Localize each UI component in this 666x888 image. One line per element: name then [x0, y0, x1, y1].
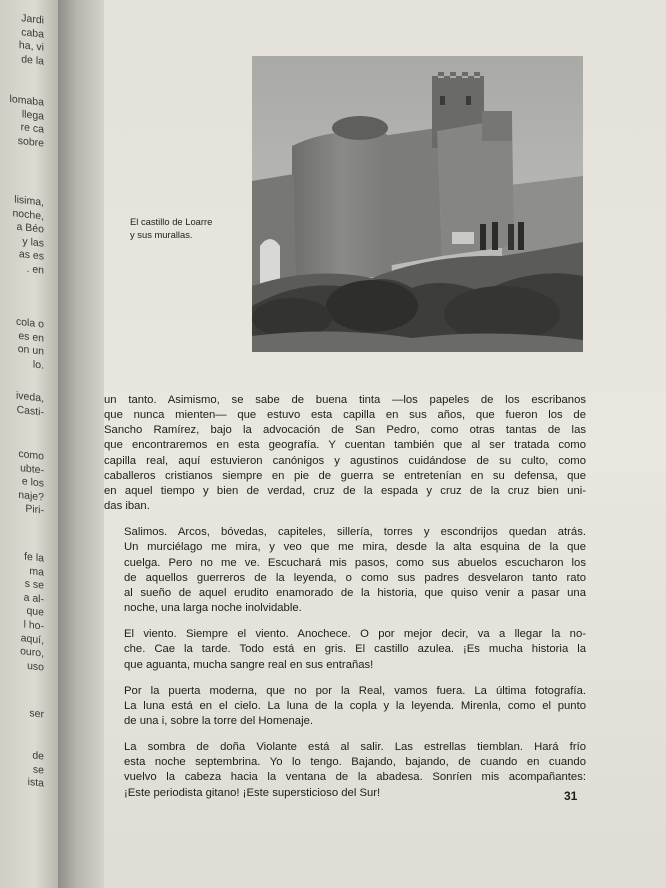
- left-page-fragment: fe la ma s se a al- que l ho- aquí, ouro, uso: [20, 550, 44, 674]
- text-line: esta noche septembrina. Yo lo tengo. Bajando, bajando, de cuando en cuando: [124, 756, 586, 769]
- caption-line: El castillo de Loarre: [130, 216, 213, 227]
- page-number: 31: [564, 789, 578, 803]
- article-body: [104, 393, 586, 812]
- text-line: ¡Este periodista gitano! ¡Este supersticioso del Sur!: [124, 786, 381, 799]
- paragraph: [104, 525, 586, 616]
- book-gutter: [58, 0, 106, 888]
- left-page-fragment: iveda, Casti-: [15, 389, 44, 419]
- text-line: La luna está en el cielo. La luna de la copla y la leyenda. Mirenla, como el punto: [124, 699, 586, 712]
- left-page-fragment: como ubte- e los naje? Piri-: [18, 447, 44, 517]
- text-line: Por la puerta moderna, que no por la Real, vamos fuera. La última fotografía.: [124, 684, 586, 697]
- text-line: que encontraremos en esta geografía. Y cuentan también que al ser tratada como: [104, 439, 586, 452]
- left-page-fragment: Jardi caba ha, vi de la: [18, 12, 44, 68]
- text-line: que nunca mienten— que estuvo esta capilla en sus años, que fueron los de: [104, 409, 586, 422]
- castle-illustration: [252, 56, 583, 352]
- text-line: que aguanta, mucha sangre real en sus entrañas!: [124, 658, 374, 671]
- left-page-fragment: ser: [29, 707, 44, 721]
- paragraph: [104, 684, 586, 729]
- paragraph: [104, 393, 586, 514]
- text-line: vuelvo la cabeza hacia la ventana de la abadesa. Sonríen mis acompañantes:: [124, 771, 586, 784]
- text-line: che. Cae la tarde. Todo está en gris. El castillo azulea. ¡Es mucha historia la: [124, 643, 586, 656]
- text-line: un tanto. Asimismo, se sabe de buena tinta —los papeles de los escribanos: [104, 394, 586, 406]
- text-line: capilla real, aquí estuvieron canónigos y agustinos cuidándose de su culto, como: [104, 454, 586, 467]
- text-line: La sombra de doña Violante está al salir. Las estrellas tiemblan. Hará frío: [124, 741, 586, 754]
- left-page-fragment: lisima, noche, a Béo y las as es . en: [12, 193, 44, 277]
- text-line: Salimos. Arcos, bóvedas, capiteles, sillería, torres y escondrijos quedan atrás.: [124, 526, 586, 539]
- caption-line: y sus murallas.: [130, 228, 193, 240]
- text-line: cuelga. Pero no me ve. Escuchará mis pasos, como sus abuelos escucharon los: [124, 556, 586, 569]
- text-line: de aquellos guerreros de la leyenda, o como sus padres desvelaron tanto rato: [124, 571, 586, 584]
- photo-caption: [130, 216, 242, 241]
- text-line: de una i, sobre la torre del Homenaje.: [124, 714, 314, 727]
- text-line: El viento. Siempre el viento. Anochece. O por mejor decir, va a llegar la no-: [124, 628, 586, 641]
- text-line: Un murciélago me mira, y veo que me mira, desde la alta esquina de la que: [124, 541, 586, 554]
- text-line: das iban.: [104, 500, 150, 513]
- left-page-fragment: lomaba llega re ca sobre: [9, 93, 44, 150]
- castle-photo: [252, 56, 583, 352]
- text-line: caballeros cristianos siempre en pie de guerra se entretenían en su defensa, que: [104, 469, 586, 482]
- paragraph: [104, 627, 586, 672]
- paragraph: [104, 740, 586, 801]
- left-page-fragment: cola o es en on un lo.: [15, 315, 44, 372]
- text-line: al sueño de aquel erudito enamorado de la historia, que quiso venir a pasar una: [124, 586, 586, 599]
- text-line: noche, una larga noche inolvidable.: [124, 602, 302, 615]
- facing-page-edge: [0, 0, 58, 888]
- text-line: en aquel tiempo y bien de verdad, cruz de la espada y cruz de la cruz bien uni-: [104, 484, 586, 497]
- book-page: [104, 0, 666, 888]
- text-line: Sancho Ramírez, bajo la advocación de San Pedro, como otras tantas de las: [104, 424, 586, 437]
- left-page-fragment: de se ista: [27, 749, 44, 790]
